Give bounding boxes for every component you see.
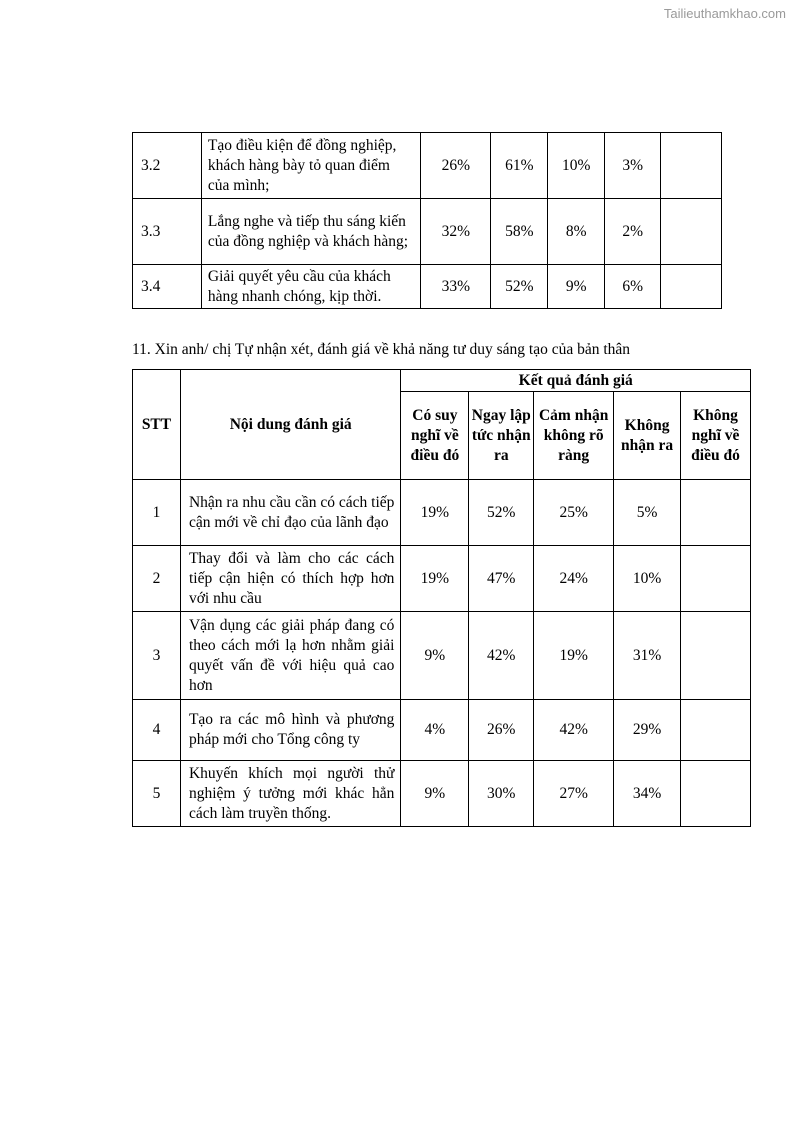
row-value: 26% — [469, 700, 534, 761]
row-value — [661, 265, 722, 309]
row-content: Lắng nghe và tiếp thu sáng kiến của đồng nghiệp và khách hàng; — [201, 199, 421, 265]
row-value: 3% — [605, 133, 661, 199]
table-row — [133, 700, 751, 761]
watermark: Tailieuthamkhao.com — [663, 6, 786, 21]
row-value: 32% — [421, 199, 491, 265]
row-value: 2% — [605, 199, 661, 265]
row-value: 31% — [614, 612, 681, 700]
header-col-unclear: Cảm nhận không rõ ràng — [534, 392, 614, 480]
row-stt: 1 — [133, 480, 181, 546]
row-value: 6% — [605, 265, 661, 309]
row-value: 42% — [534, 700, 614, 761]
row-value: 8% — [548, 199, 605, 265]
header-result-group: Kết quả đánh giá — [401, 370, 751, 392]
row-value — [681, 761, 751, 827]
row-value: 9% — [548, 265, 605, 309]
row-stt: 3.2 — [133, 133, 202, 199]
row-value — [681, 700, 751, 761]
row-value — [681, 546, 751, 612]
row-value — [681, 612, 751, 700]
header-stt: STT — [133, 370, 181, 480]
row-value: 47% — [469, 546, 534, 612]
row-stt: 3.4 — [133, 265, 202, 309]
row-value: 19% — [401, 480, 469, 546]
row-value: 26% — [421, 133, 491, 199]
row-content: Thay đổi và làm cho các cách tiếp cận hiện có thích hợp hơn với nhu cầu — [180, 546, 400, 612]
self-assessment-table — [132, 369, 751, 827]
row-value: 25% — [534, 480, 614, 546]
table-row — [133, 761, 751, 827]
row-value: 10% — [614, 546, 681, 612]
row-content: Tạo điều kiện để đồng nghiệp, khách hàng bày tỏ quan điểm của mình; — [201, 133, 421, 199]
row-value: 5% — [614, 480, 681, 546]
row-value: 42% — [469, 612, 534, 700]
row-value: 24% — [534, 546, 614, 612]
header-col-not-think: Không nghĩ về điều đó — [681, 392, 751, 480]
row-value: 58% — [491, 199, 548, 265]
header-col-not-realize: Không nhận ra — [614, 392, 681, 480]
table-row — [133, 265, 722, 309]
header-content: Nội dung đánh giá — [180, 370, 400, 480]
row-content: Tạo ra các mô hình và phương pháp mới cho Tổng công ty — [180, 700, 400, 761]
row-content: Nhận ra nhu cầu cần có cách tiếp cận mới về chỉ đạo của lãnh đạo — [180, 480, 400, 546]
row-value: 52% — [491, 265, 548, 309]
section-11-caption: 11. Xin anh/ chị Tự nhận xét, đánh giá về khả năng tư duy sáng tạo của bản thân — [132, 341, 631, 358]
row-value: 52% — [469, 480, 534, 546]
row-stt: 3 — [133, 612, 181, 700]
row-value: 27% — [534, 761, 614, 827]
row-stt: 5 — [133, 761, 181, 827]
row-stt: 2 — [133, 546, 181, 612]
row-value: 9% — [401, 761, 469, 827]
row-stt: 3.3 — [133, 199, 202, 265]
row-value — [661, 199, 722, 265]
row-value: 34% — [614, 761, 681, 827]
table-row — [133, 612, 751, 700]
table-row — [133, 480, 751, 546]
row-content: Khuyến khích mọi người thử nghiệm ý tưởng mới khác hẳn cách làm truyền thống. — [180, 761, 400, 827]
row-value: 10% — [548, 133, 605, 199]
evaluation-table-continued — [132, 132, 722, 309]
table-row — [133, 546, 751, 612]
row-value — [661, 133, 722, 199]
row-value: 29% — [614, 700, 681, 761]
table-row — [133, 199, 722, 265]
row-content: Vận dụng các giải pháp đang có theo cách mới lạ hơn nhằm giải quyết vấn đề với hiệu quả cao hơn — [180, 612, 400, 700]
row-value: 19% — [401, 546, 469, 612]
row-stt: 4 — [133, 700, 181, 761]
row-value: 9% — [401, 612, 469, 700]
row-value: 19% — [534, 612, 614, 700]
row-value: 4% — [401, 700, 469, 761]
row-content: Giải quyết yêu cầu của khách hàng nhanh chóng, kịp thời. — [201, 265, 421, 309]
row-value: 61% — [491, 133, 548, 199]
row-value: 30% — [469, 761, 534, 827]
header-col-immediately: Ngay lập tức nhận ra — [469, 392, 534, 480]
header-col-thought-about: Có suy nghĩ về điều đó — [401, 392, 469, 480]
row-value — [681, 480, 751, 546]
row-value: 33% — [421, 265, 491, 309]
table-row — [133, 133, 722, 199]
